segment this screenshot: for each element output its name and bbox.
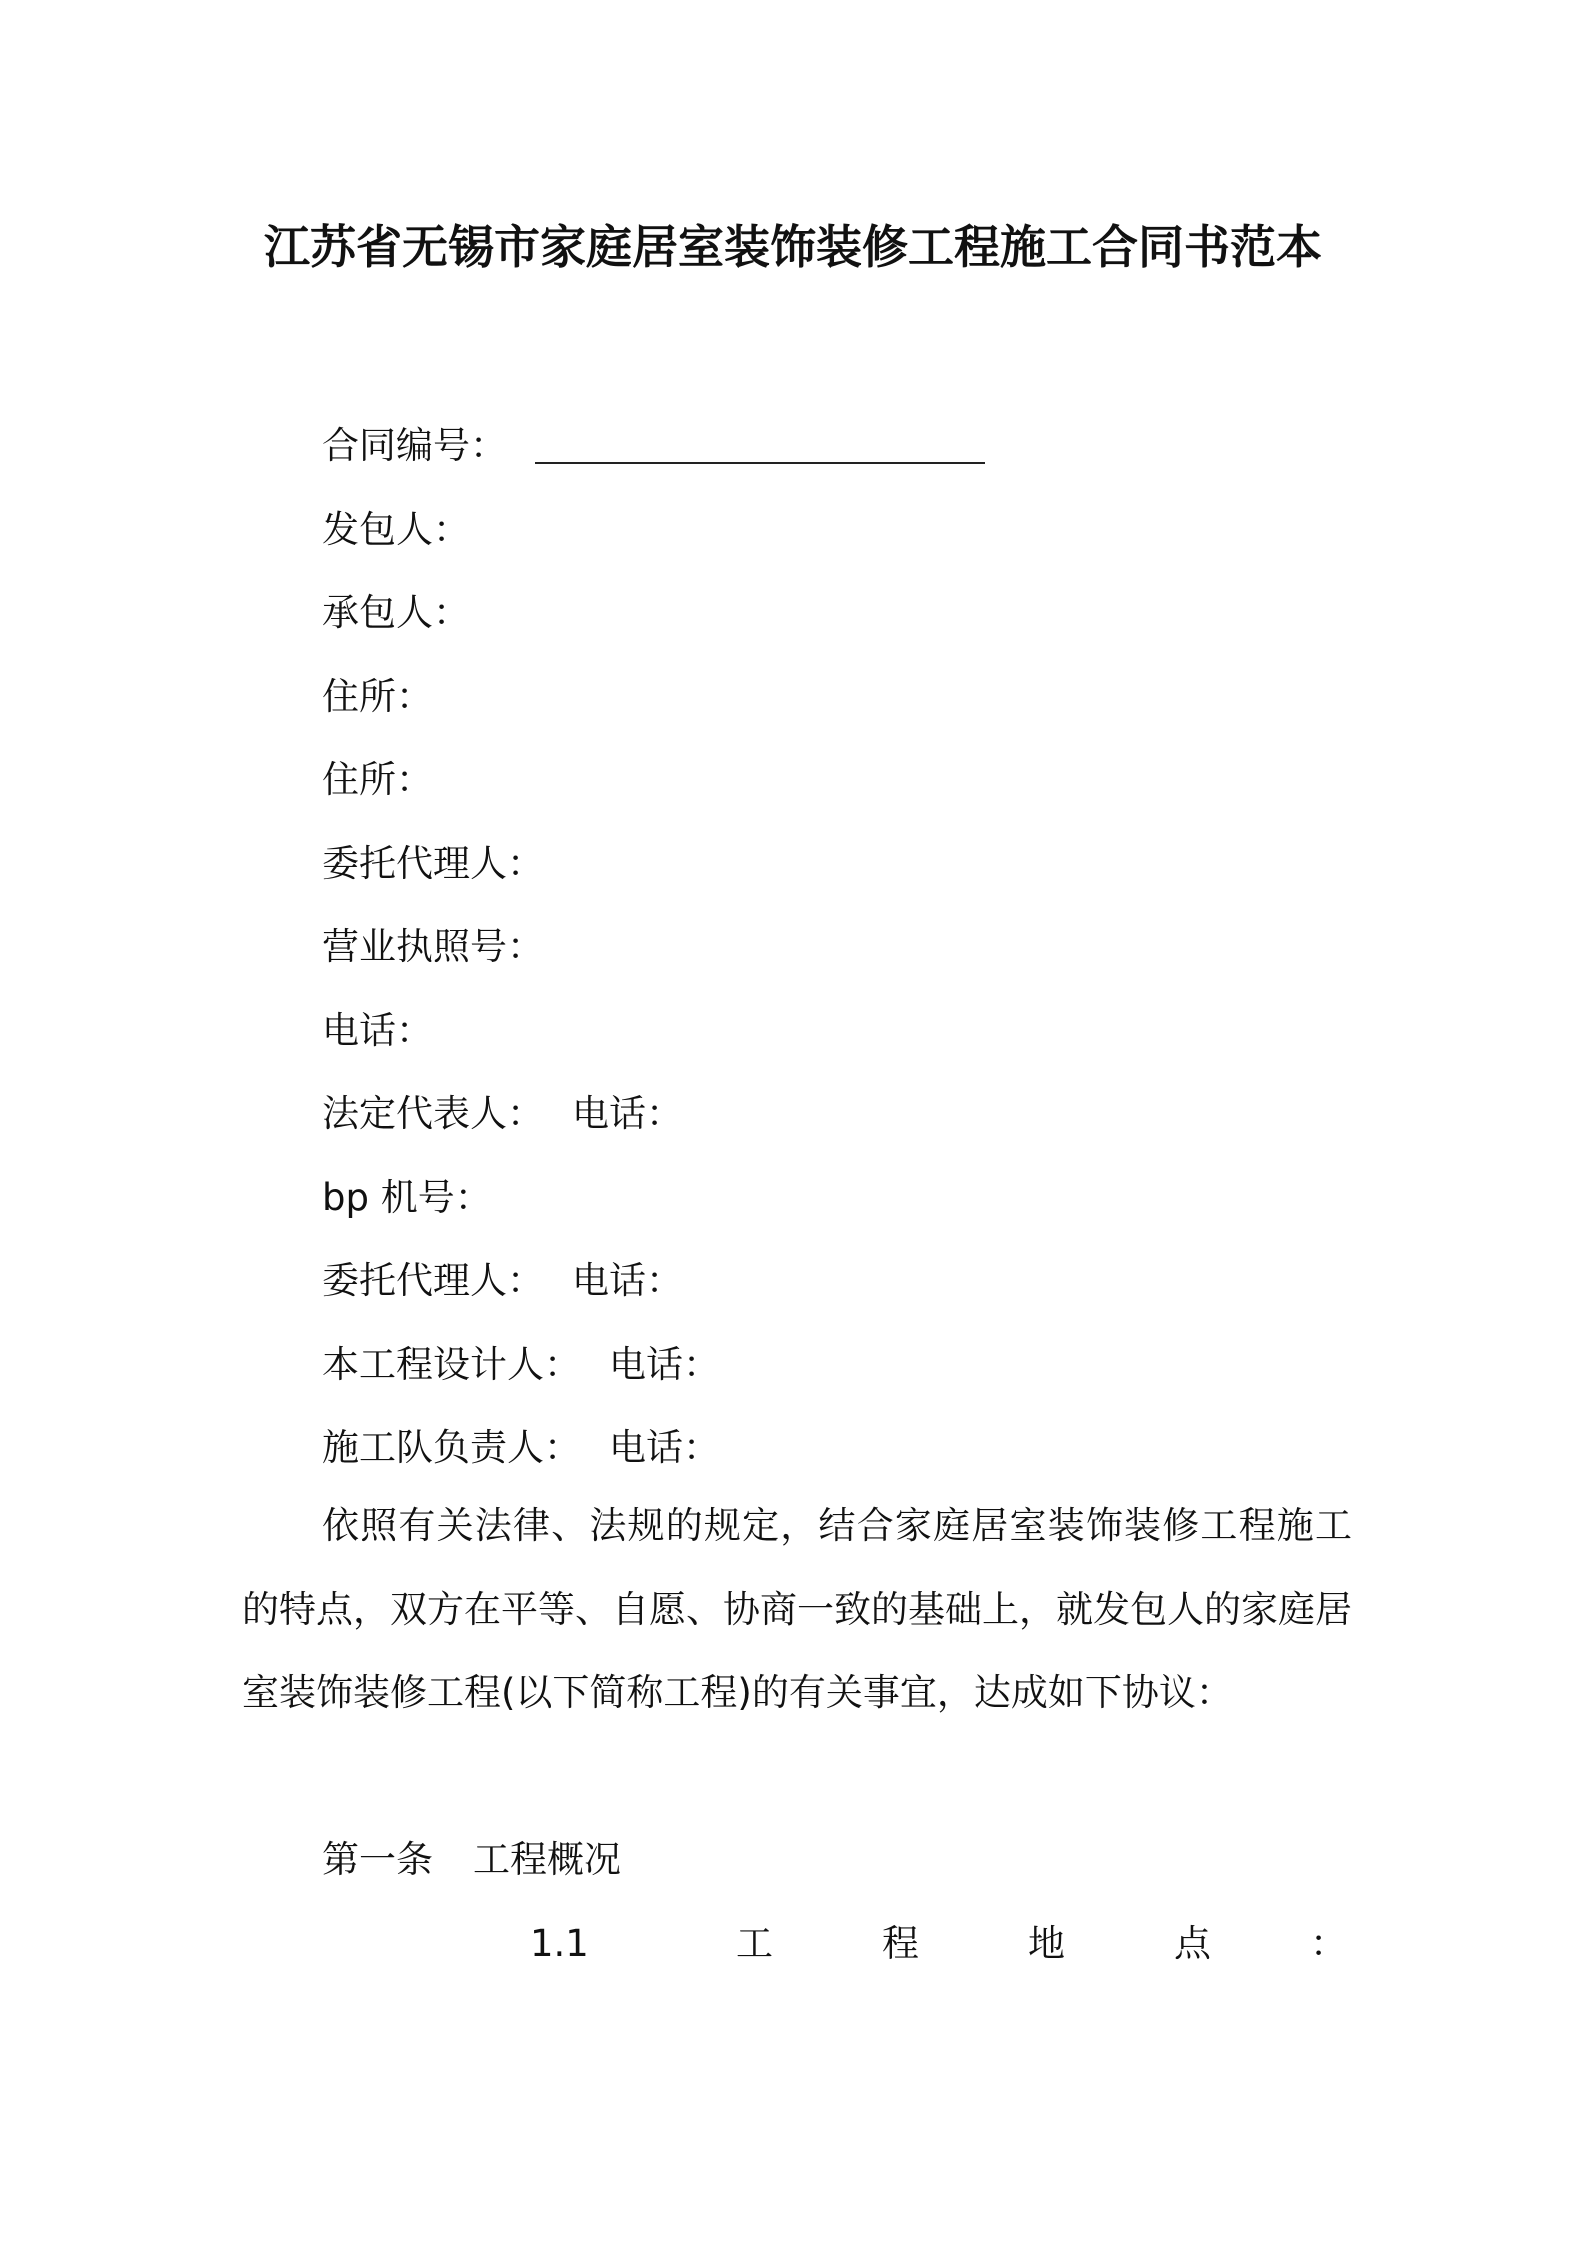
employer-line bbox=[322, 488, 1362, 572]
designer-label: 本工程设计人： bbox=[322, 1342, 581, 1386]
team-lead-phone-label: 电话： bbox=[609, 1426, 720, 1469]
team-lead-line bbox=[322, 1406, 1362, 1490]
legal-rep-line bbox=[322, 1072, 1362, 1156]
agent-label-1: 委托代理人： bbox=[322, 841, 544, 885]
agent-line-2 bbox=[322, 1239, 1362, 1323]
address-label-1: 住所： bbox=[322, 674, 433, 718]
clause-1-1-char-3: 地 bbox=[1028, 1922, 1065, 1965]
designer-line bbox=[322, 1323, 1362, 1407]
article-1-number: 第一条 bbox=[322, 1838, 433, 1881]
clause-1-1-char-1: 工 bbox=[736, 1922, 773, 1965]
clause-1-1-char-2: 程 bbox=[882, 1922, 919, 1965]
designer-phone-label: 电话： bbox=[609, 1342, 720, 1386]
contract-number-blank bbox=[535, 462, 985, 464]
article-1-heading bbox=[322, 1818, 621, 1902]
agent-label-2: 委托代理人： bbox=[322, 1259, 544, 1302]
business-license-label: 营业执照号： bbox=[322, 925, 544, 968]
agent-phone-label-2: 电话： bbox=[572, 1259, 683, 1302]
contractor-line bbox=[322, 571, 1362, 655]
article-1-title: 工程概况 bbox=[473, 1838, 621, 1881]
agent-line-1 bbox=[322, 822, 1362, 906]
bp-label: bp 机号： bbox=[322, 1175, 492, 1219]
address-label-2: 住所： bbox=[322, 758, 433, 801]
contract-number-line bbox=[322, 404, 1362, 488]
phone-line-1 bbox=[322, 989, 1362, 1073]
party-fields bbox=[322, 404, 1362, 1490]
address-line-1 bbox=[322, 655, 1362, 739]
document-title: 江苏省无锡市家庭居室装饰装修工程施工合同书范本 bbox=[264, 220, 1322, 274]
address-line-2 bbox=[322, 738, 1362, 822]
intro-paragraph: 依照有关法律、法规的规定，结合家庭居室装饰装修工程施工的特点，双方在平等、自愿、协商一致的基础上，就发包人的家庭居室装饰装修工程(以下简称工程)的有关事宜，达成如下协议： bbox=[242, 1504, 1352, 1714]
phone-label-1: 电话： bbox=[322, 1008, 433, 1052]
contract-number-label: 合同编号： bbox=[322, 424, 507, 467]
team-lead-label: 施工队负责人： bbox=[322, 1426, 581, 1469]
clause-1-1-colon: ： bbox=[1310, 1922, 1347, 1965]
bp-line bbox=[322, 1156, 1362, 1240]
clause-1-1 bbox=[530, 1902, 1347, 1986]
employer-label: 发包人： bbox=[322, 507, 470, 551]
contractor-label: 承包人： bbox=[322, 591, 470, 634]
legal-rep-label: 法定代表人： bbox=[322, 1092, 544, 1135]
legal-rep-phone-label: 电话： bbox=[572, 1092, 683, 1135]
clause-1-1-number: 1.1 bbox=[530, 1922, 589, 1965]
clause-1-1-char-4: 点 bbox=[1174, 1922, 1211, 1965]
business-license-line bbox=[322, 905, 1362, 989]
